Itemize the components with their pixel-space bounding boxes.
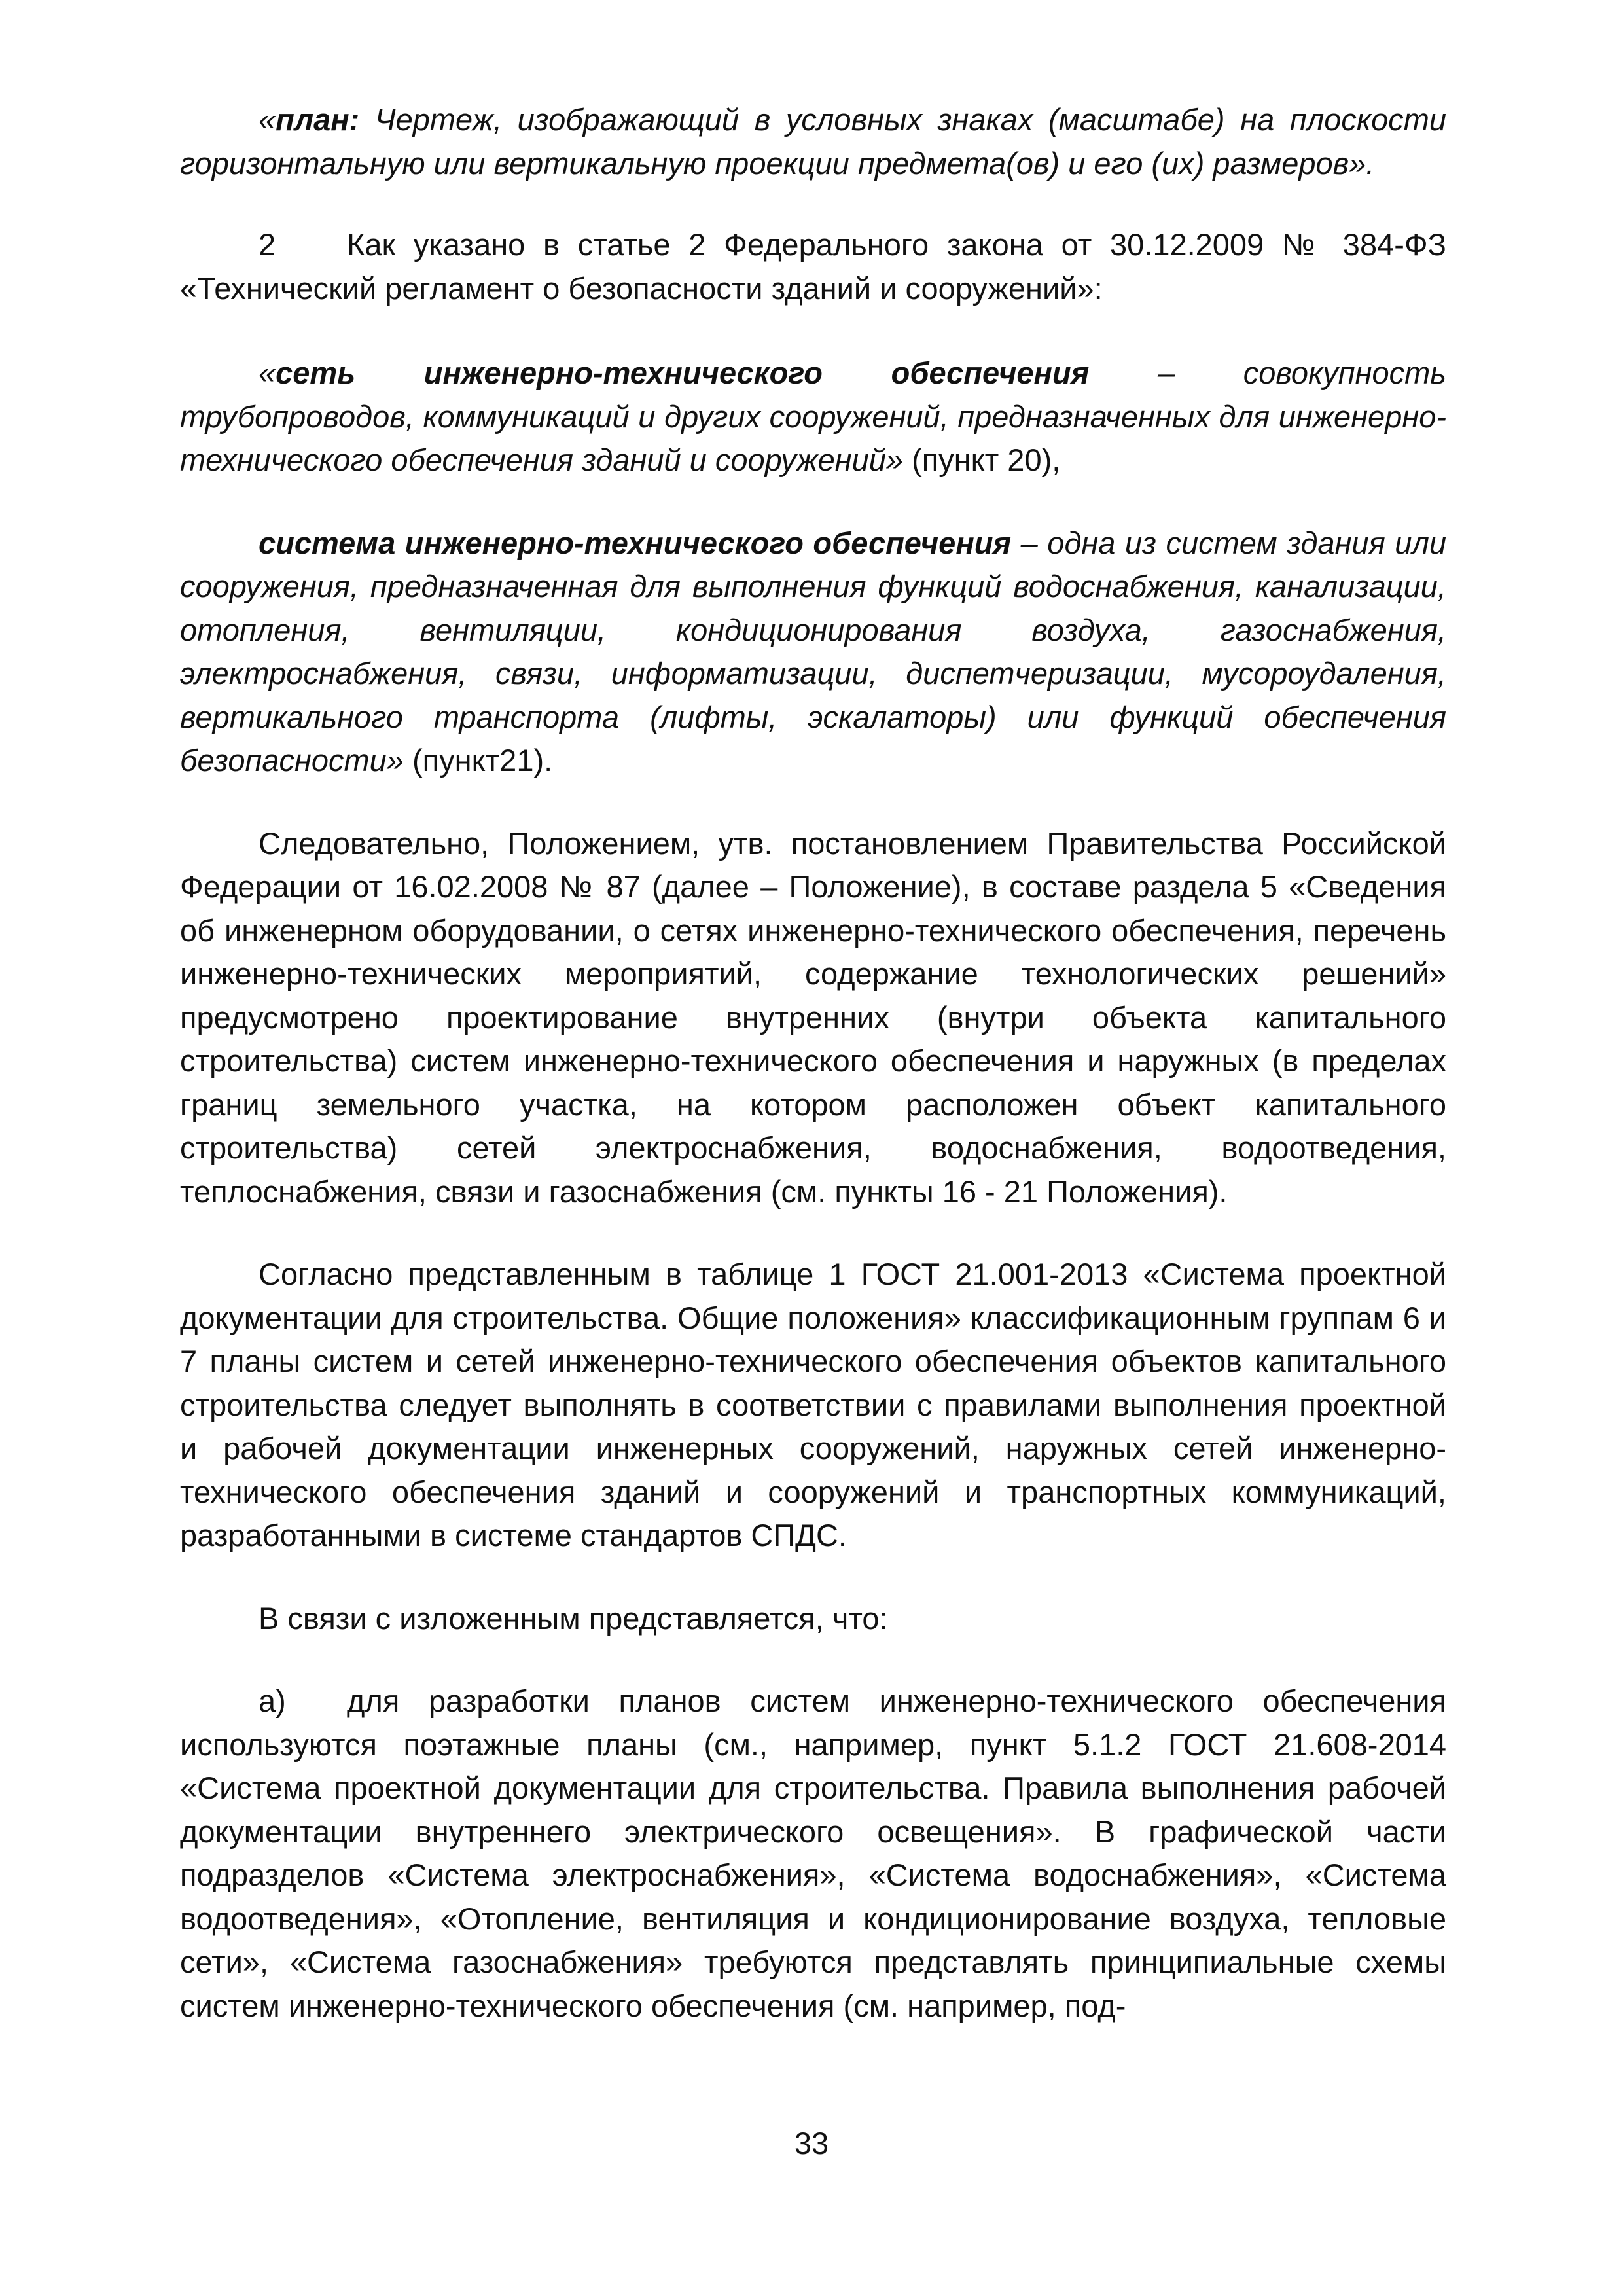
term-plan: план: [276, 102, 360, 137]
paragraph-conclusion-intro: В связи с изложенным представляется, что: [259, 1600, 888, 1636]
paragraph-gost: Согласно представленным в таблице 1 ГОСТ 21.001-2013 «Система проектной документации для строительства. Общие положения» классификационным группам 6 и 7 планы систем и сетей инженерно-технического обеспечения объектов капитального строительства следует выполнять в соответствии с правилами выполнения проектной и рабочей документации инженерных сооружений, наружных сетей инженерно-технического обеспечения зданий и сооружений и транспортных коммуникаций, разработанными в системе стандартов СПДС. [180, 1257, 1446, 1552]
definition-network [180, 351, 1446, 482]
numbered-paragraph-2 [180, 223, 1446, 310]
reference-text: (пункт21). [403, 743, 553, 778]
quote-open: « [259, 355, 276, 390]
definition-text: – совокупность трубопроводов, коммуникаций и других сооружений, предназначенных для инженерно-технического обеспечения зданий и сооружений» [180, 355, 1446, 477]
page-body [180, 98, 1446, 2028]
list-item-a [180, 1679, 1446, 2028]
definition-text: – одна из систем здания или сооружения, предназначенная для выполнения функций водоснабжения, канализации, отопления, вентиляции, кондиционирования воздуха, газоснабжения, электроснабжения, связи, информатизации, диспетчеризации, мусороудаления, вертикального транспорта (лифты, эскалаторы) или функций обеспечения безопасности» [180, 525, 1446, 778]
paragraph-text: Как указано в статье 2 Федерального закона от 30.12.2009 № 384-ФЗ «Технический регламент о безопасности зданий и сооружений»: [180, 227, 1446, 306]
definition-system [180, 522, 1446, 783]
definition-plan [180, 98, 1446, 185]
term-system: система инженерно-технического обеспечения [259, 525, 1012, 560]
paragraph-regulation: Следовательно, Положением, утв. постановлением Правительства Российской Федерации от 16.02.2008 № 87 (далее – Положение), в составе раздела 5 «Сведения об инженерном оборудовании, о сетях инженерно-технического обеспечения, перечень инженерно-технических мероприятий, содержание технологических решений» предусмотрено проектирование внутренних (внутри объекта капитального строительства) систем инженерно-технического обеспечения и наружных (в пределах границ земельного участка, на котором расположен объект капитального строительства) сетей электроснабжения, водоснабжения, водоотведения, теплоснабжения, связи и газоснабжения (см. пункты 16 - 21 Положения). [180, 825, 1446, 1209]
paragraph-number: 2 [259, 227, 276, 262]
page-number: 33 [794, 2126, 829, 2161]
list-item-text: для разработки планов систем инженерно-технического обеспечения используются поэтажные планы (см., например, пункт 5.1.2 ГОСТ 21.608-2014 «Система проектной документации для строительства. Правила выполнения рабочей документации внутреннего электрического освещения». В графической части подразделов «Система электроснабжения», «Система водоснабжения», «Система водоотведения», «Отопление, вентиляция и кондиционирование воздуха, тепловые сети», «Система газоснабжения» требуются представлять принципиальные схемы систем инженерно-технического обеспечения (см. например, под- [180, 1683, 1446, 2023]
list-item-label: а) [259, 1683, 286, 1718]
reference-text: (пункт 20), [903, 442, 1061, 477]
quote-open: « [259, 102, 276, 137]
definition-text: Чертеж, изображающий в условных знаках (масштабе) на плоскости горизонтальную или вертикальную проекции предмета(ов) и его (их) размеров». [180, 102, 1446, 181]
term-network: сеть инженерно-технического обеспечения [276, 355, 1090, 390]
